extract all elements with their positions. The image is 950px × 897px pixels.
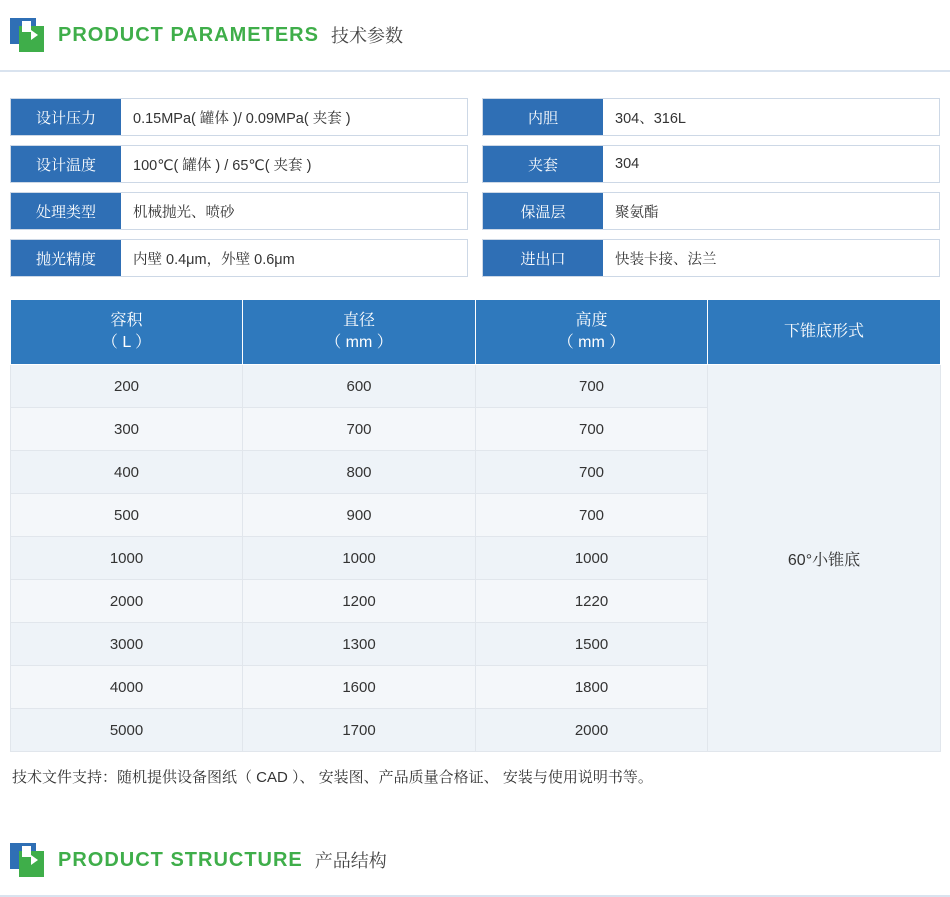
cell-volume: 5000	[11, 709, 243, 752]
cell-diameter: 1700	[243, 709, 476, 752]
section-title-en: PRODUCT STRUCTURE	[58, 848, 303, 871]
cell-volume: 3000	[11, 623, 243, 666]
spec-value: 304	[615, 156, 640, 172]
header-line1: 容积	[110, 312, 143, 330]
spec-area	[0, 98, 950, 277]
spec-row	[10, 145, 468, 183]
cell-volume: 1000	[11, 537, 243, 580]
cell-volume: 500	[11, 494, 243, 537]
cell-height: 700	[476, 494, 708, 537]
spec-row	[10, 192, 468, 230]
cell-height: 1000	[476, 537, 708, 580]
cell-cone-type: 60°小锥底	[708, 365, 941, 752]
cell-volume: 300	[11, 408, 243, 451]
logo-square-icon	[10, 18, 44, 52]
spec-row	[482, 239, 940, 277]
cell-height: 700	[476, 365, 708, 408]
header-line2: （ mm ）	[557, 334, 626, 351]
section-header-product-structure	[0, 825, 950, 897]
cell-volume: 2000	[11, 580, 243, 623]
logo-square-icon	[10, 843, 44, 877]
section-title-cn: 技术参数	[330, 26, 403, 46]
header-line2: （ mm ）	[325, 334, 393, 351]
dimension-table	[10, 299, 941, 752]
spec-label: 内胆	[483, 99, 603, 135]
spec-value: 内壁 0.4μm，外壁 0.6μm	[133, 251, 295, 268]
header-line1: 下锥底形式	[783, 323, 864, 341]
table-row	[11, 365, 941, 408]
cell-volume: 400	[11, 451, 243, 494]
technical-documents-note: 技术文件支持：随机提供设备图纸（ CAD ）、 安装图、产品质量合格证、 安装与使用说明书等。	[12, 769, 653, 786]
header-line2: （ L ）	[101, 334, 152, 351]
table-header-diameter	[243, 300, 476, 365]
cell-diameter: 600	[243, 365, 476, 408]
spec-label: 进出口	[483, 240, 603, 276]
cell-height: 1220	[476, 580, 708, 623]
cell-diameter: 1600	[243, 666, 476, 709]
spec-label: 保温层	[483, 193, 603, 229]
cell-height: 700	[476, 451, 708, 494]
table-header-height	[476, 300, 708, 365]
spec-column-left	[10, 98, 468, 277]
cell-height: 1800	[476, 666, 708, 709]
spec-row	[482, 98, 940, 136]
table-header-cone-type	[708, 300, 941, 365]
table-header-volume	[11, 300, 243, 365]
spec-label: 设计压力	[11, 99, 121, 135]
cell-diameter: 900	[243, 494, 476, 537]
spec-value: 304、316L	[615, 110, 686, 127]
spec-value: 快装卡接、法兰	[615, 251, 717, 268]
spec-value: 0.15MPa( 罐体 )/ 0.09MPa( 夹套 )	[133, 110, 351, 127]
cell-volume: 4000	[11, 666, 243, 709]
cell-volume: 200	[11, 365, 243, 408]
spec-label: 夹套	[483, 146, 603, 182]
dimension-table-wrap	[0, 299, 950, 752]
cell-height: 1500	[476, 623, 708, 666]
section-title-cn: 产品结构	[314, 851, 387, 871]
cell-diameter: 1200	[243, 580, 476, 623]
section-header-product-parameters	[0, 0, 950, 72]
spec-label: 设计温度	[11, 146, 121, 182]
cell-diameter: 1000	[243, 537, 476, 580]
spec-row	[482, 145, 940, 183]
cell-height: 2000	[476, 709, 708, 752]
spec-value: 机械抛光、喷砂	[133, 204, 235, 221]
table-body	[11, 365, 941, 752]
table-header-row	[11, 300, 941, 365]
cell-diameter: 1300	[243, 623, 476, 666]
cell-height: 700	[476, 408, 708, 451]
spec-value: 聚氨酯	[615, 204, 659, 221]
spec-value: 100℃( 罐体 ) / 65℃( 夹套 )	[133, 157, 312, 174]
spec-row	[10, 98, 468, 136]
spec-row	[10, 239, 468, 277]
header-line1: 直径	[342, 312, 375, 330]
cell-diameter: 700	[243, 408, 476, 451]
spec-column-right	[482, 98, 940, 277]
cell-diameter: 800	[243, 451, 476, 494]
section-title-en: PRODUCT PARAMETERS	[58, 23, 319, 46]
spec-label: 处理类型	[11, 193, 121, 229]
header-line1: 高度	[575, 312, 608, 330]
spec-row	[482, 192, 940, 230]
spec-label: 抛光精度	[11, 240, 121, 276]
